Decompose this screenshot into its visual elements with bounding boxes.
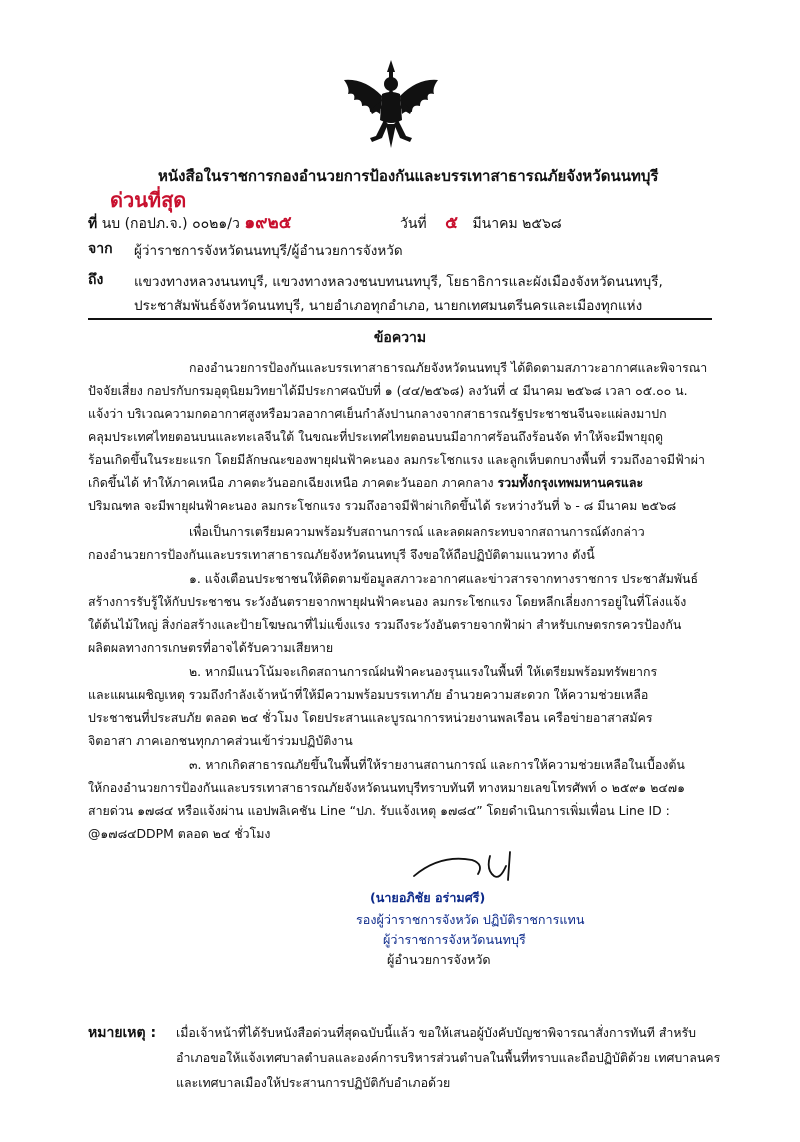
- from-text: ผู้ว่าราชการจังหวัดนนทบุรี/ผู้อำนวยการจังหวัด: [134, 243, 403, 259]
- note-line-1: เมื่อเจ้าหน้าที่ได้รับหนังสือด่วนที่สุดฉบับนี้แล้ว ขอให้เสนอผู้บังคับบัญชาพิจารณาสั่งการทันที สำหรับ: [176, 1025, 697, 1040]
- ref-handwritten-number: ๑๙๒๕: [244, 213, 292, 233]
- item2-line-2: และแผนเผชิญเหตุ รวมถึงกำลังเจ้าหน้าที่ให้มีความพร้อมบรรเทาภัย อำนวยความสะดวก ให้ความช่วยเหลือ: [88, 687, 649, 702]
- p1-line-3: แจ้งว่า บริเวณความกดอากาศสูงหรือมวลอากาศเย็นกำลังปานกลางจากสาธารณรัฐประชาชนจีนจะแผ่ลงมาปก: [88, 406, 667, 421]
- document-date: [400, 209, 562, 236]
- from-label: จาก: [88, 241, 113, 257]
- item3-line-2: ให้กองอำนวยการป้องกันและบรรเทาสาธารณภัยจังหวัดนนทบุรีทราบทันที ทางหมายเลขโทรศัพท์ ๐ ๒๕๙๑ ๒๔๗๑: [88, 780, 685, 795]
- date-handwritten-day: ๕: [445, 213, 458, 233]
- header-divider: [88, 318, 712, 320]
- note-line-2: อำเภอขอให้แจ้งเทศบาลตำบลและองค์การบริหารส่วนตำบลในพื้นที่ทราบและถือปฏิบัติด้วย เทศบาลนคร: [176, 1050, 721, 1065]
- p1-line-2: ปัจจัยเสี่ยง กอปรกับกรมอุตุนิยมวิทยาได้มีประกาศฉบับที่ ๑ (๔๔/๒๕๖๘) ลงวันที่ ๔ มีนาคม ๒๕๖๘ เวลา ๐๕.๐๐ น.: [88, 383, 688, 398]
- p1-line-5: ร้อนเกิดขึ้นในระยะแรก โดยมีลักษณะของพายุฝนฟ้าคะนอง ลมกระโชกแรง และลูกเห็บตกบางพื้นที่ รวมถึงอาจมีฟ้าผ่า: [88, 452, 705, 467]
- to-line-1: แขวงทางหลวงนนทบุรี, แขวงทางหลวงชนบทนนทบุรี, โยธาธิการและผังเมืองจังหวัดนนทบุรี,: [134, 274, 663, 290]
- item3-line-3: สายด่วน ๑๗๘๔ หรือแจ้งผ่าน แอปพลิเคชัน Line “ปภ. รับแจ้งเหตุ ๑๗๘๔” โดยดำเนินการเพิ่มเพื่อน Line ID :: [88, 803, 670, 818]
- item3-line-1: ๓. หากเกิดสาธารณภัยขึ้นในพื้นที่ให้รายงานสถานการณ์ และการให้ความช่วยเหลือในเบื้องต้น: [189, 757, 685, 772]
- p1-line-6: เกิดขึ้นได้ ทำให้ภาคเหนือ ภาคตะวันออกเฉียงเหนือ ภาคตะวันออก ภาคกลาง รวมทั้งกรุงเทพมหานครและ: [88, 475, 644, 490]
- ref-no: นบ (กอปภ.จ.) ๐๐๒๑/ว: [101, 216, 240, 232]
- item2-line-4: จิตอาสา ภาคเอกชนทุกภาคส่วนเข้าร่วมปฏิบัติงาน: [88, 733, 353, 748]
- p1-line-1: กองอำนวยการป้องกันและบรรเทาสาธารณภัยจังหวัดนนทบุรี ได้ติดตามสภาวะอากาศและพิจารณา: [189, 360, 708, 375]
- p1-line-6-bold-tail: รวมทั้งกรุงเทพมหานครและ: [497, 475, 644, 490]
- item1-line-3: ใต้ต้นไม้ใหญ่ สิ่งก่อสร้างและป้ายโฆษณาที่ไม่แข็งแรง รวมถึงระวังอันตรายจากฟ้าผ่า สำหรับเกษตรกรควรป้องกัน: [88, 617, 682, 632]
- to-label: ถึง: [88, 272, 104, 288]
- handwritten-signature: [410, 846, 530, 884]
- to-line-2: ประชาสัมพันธ์จังหวัดนนทบุรี, นายอำเภอทุกอำเภอ, นายกเทศมนตรีนครและเมืองทุกแห่ง: [134, 298, 643, 314]
- signatory-position-2: ผู้ว่าราชการจังหวัดนนทบุรี: [383, 932, 526, 947]
- p2-line-1: เพื่อเป็นการเตรียมความพร้อมรับสถานการณ์ และลดผลกระทบจากสถานการณ์ดังกล่าว: [189, 524, 645, 539]
- date-month-year: มีนาคม ๒๕๖๘: [472, 216, 562, 232]
- date-label: วันที่: [400, 216, 427, 232]
- ref-label: ที่: [88, 216, 98, 232]
- signatory-name: (นายอภิชัย อร่ามศรี): [370, 890, 486, 905]
- p1-line-7: ปริมณฑล จะมีพายุฝนฟ้าคะนอง ลมกระโชกแรง รวมถึงอาจมีฟ้าผ่าเกิดขึ้นได้ ระหว่างวันที่ ๖ - ๘ มีนาคม ๒๕๖๘: [88, 498, 677, 513]
- p2-line-2: กองอำนวยการป้องกันและบรรเทาสาธารณภัยจังหวัดนนทบุรี จึงขอให้ถือปฏิบัติตามแนวทาง ดังนี้: [88, 547, 595, 562]
- item2-line-3: ประชาชนที่ประสบภัย ตลอด ๒๔ ชั่วโมง โดยประสานและบูรณาการหน่วยงานพลเรือน เครือข่ายอาสาสมัคร: [88, 710, 653, 725]
- garuda-emblem-icon: [340, 58, 442, 150]
- signatory-position-3: ผู้อำนวยการจังหวัด: [387, 952, 491, 967]
- note-line-3: และเทศบาลเมืองให้ประสานการปฏิบัติกับอำเภอด้วย: [176, 1075, 451, 1090]
- item1-line-1: ๑. แจ้งเตือนประชาชนให้ติดตามข้อมูลสภาวะอากาศและข่าวสารจากทางราชการ ประชาสัมพันธ์: [189, 571, 699, 586]
- item1-line-4: ผลิตผลทางการเกษตรที่อาจได้รับความเสียหาย: [88, 640, 334, 655]
- urgency-stamp: ด่วนที่สุด: [110, 188, 187, 212]
- item1-line-2: สร้างการรับรู้ให้กับประชาชน ระวังอันตรายจากพายุฝนฟ้าคะนอง ลมกระโชกแรง โดยหลีกเลี่ยงการอยู่ในที่โล่งแจ้ง: [88, 594, 687, 609]
- signatory-position-1: รองผู้ว่าราชการจังหวัด ปฏิบัติราชการแทน: [356, 912, 585, 927]
- item3-line-4: @๑๗๘๔DDPM ตลอด ๒๔ ชั่วโมง: [88, 826, 271, 841]
- reference-number: [88, 209, 292, 236]
- item2-line-1: ๒. หากมีแนวโน้มจะเกิดสถานการณ์ฝนฟ้าคะนองรุนแรงในพื้นที่ ให้เตรียมพร้อมทรัพยากร: [189, 664, 658, 679]
- note-label: หมายเหตุ :: [88, 1025, 157, 1041]
- document-title: หนังสือในราชการกองอำนวยการป้องกันและบรรเทาสาธารณภัยจังหวัดนนทบุรี: [158, 167, 659, 185]
- subject-heading: ข้อความ: [373, 330, 427, 346]
- p1-line-4: คลุมประเทศไทยตอนบนและทะเลจีนใต้ ในขณะที่ประเทศไทยตอนบนมีอากาศร้อนถึงร้อนจัด ทำให้จะมีพายุฤดู: [88, 429, 663, 444]
